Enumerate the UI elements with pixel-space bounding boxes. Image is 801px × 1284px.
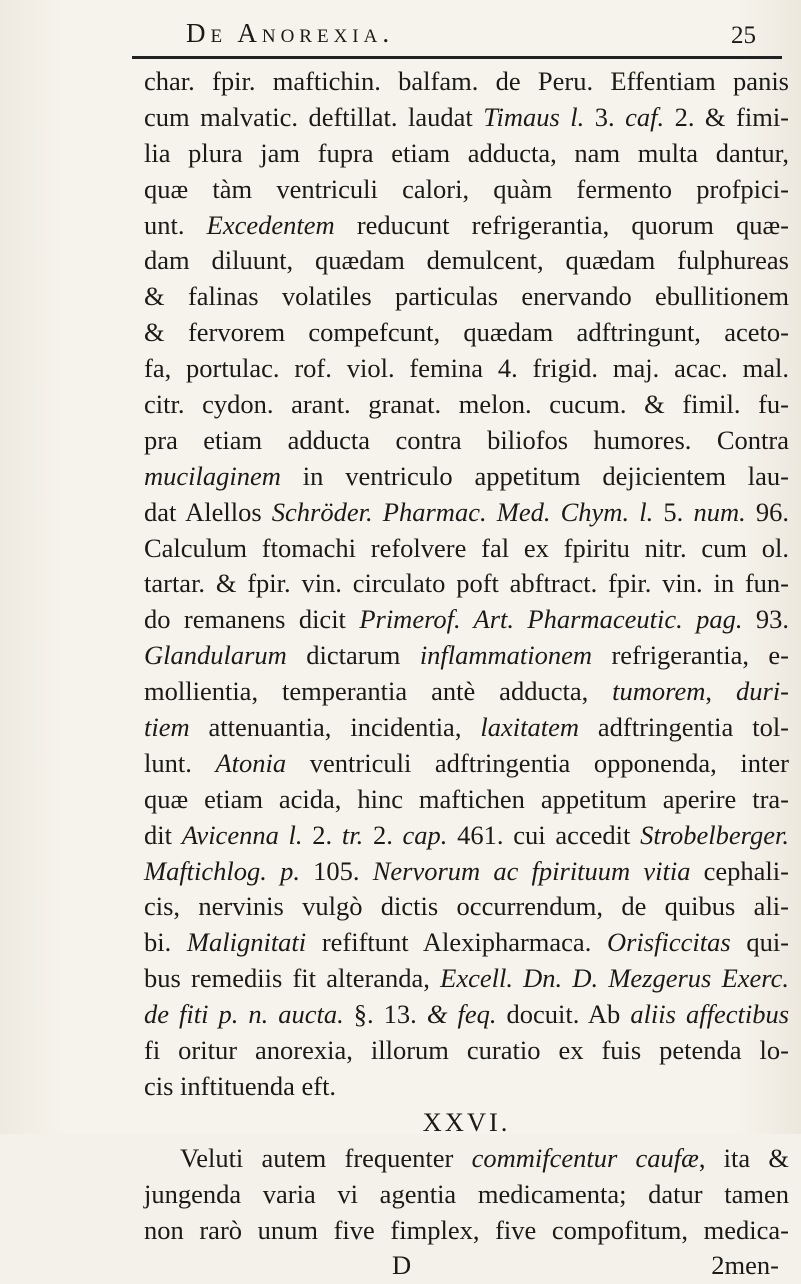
text-line <box>144 64 789 100</box>
italic-segment: aliis affectibus <box>630 999 790 1030</box>
text-segment: bus remediis fit alteranda, <box>144 963 441 994</box>
text-segment: adftringentia tol- <box>578 712 790 743</box>
italic-segment: Nervorum ac fpirituum vitia <box>372 855 691 886</box>
italic-segment: Strobelberger. <box>640 819 790 850</box>
text-line <box>144 1069 789 1105</box>
text-segment: dam diluunt, quædam demulcent, quædam fulphureas <box>144 245 789 276</box>
running-head: De Anorexia. <box>186 18 395 48</box>
text-line <box>144 818 789 854</box>
text-segment: XXVI. <box>422 1106 511 1137</box>
text-segment: citr. cydon. arant. granat. melon. cucum. & fimil. fu- <box>144 389 789 420</box>
text-segment: refiftunt Alexipharmaca. <box>306 927 607 958</box>
text-segment: & fervorem compefcunt, quædam adftringunt, aceto- <box>144 317 789 348</box>
text-segment: dit <box>144 819 182 850</box>
text-segment: 461. cui accedit <box>447 819 641 850</box>
signature-catchword-line <box>144 1248 789 1284</box>
section-number <box>144 1105 789 1141</box>
text-segment: cephali- <box>690 855 789 886</box>
italic-segment: tumorem <box>612 676 706 707</box>
text-line <box>144 531 789 567</box>
text-segment: 2. <box>363 819 403 850</box>
italic-segment: cap. <box>402 819 448 850</box>
text-line <box>144 1033 789 1069</box>
text-segment: unt. <box>144 209 207 240</box>
text-segment: refrigerantia, e- <box>592 640 789 671</box>
text-segment: char. fpir. maftichin. balfam. de Peru. Effentiam panis <box>144 66 789 96</box>
text-segment: 93. <box>742 604 789 635</box>
italic-segment: Orisficcitas <box>606 927 731 958</box>
text-segment: tartar. & fpir. vin. circulato poft abftract. fpir. vin. in fun- <box>144 568 789 599</box>
text-segment: Calculum ftomachi refolvere fal ex fpiritu nitr. cum ol. <box>144 532 789 563</box>
text-segment: qui- <box>730 927 789 958</box>
italic-segment: tr. <box>341 819 364 850</box>
header-rule <box>132 56 782 59</box>
text-line <box>144 172 789 208</box>
text-line <box>144 100 789 136</box>
text-segment: non rarò unum five fimplex, five compofitum, medica- <box>144 1214 789 1245</box>
text-segment: dat Alellos <box>144 496 272 527</box>
text-line <box>144 136 789 172</box>
text-line <box>144 674 789 710</box>
page-header <box>186 14 786 54</box>
italic-segment: caf. <box>625 101 665 132</box>
italic-segment: Primerof. Art. Pharmaceutic. pag. <box>359 604 743 635</box>
text-line <box>144 961 789 997</box>
italic-segment: Avicenna l. <box>181 819 303 850</box>
text-segment: 5. <box>653 496 694 527</box>
italic-segment: & feq. <box>426 999 497 1030</box>
text-segment: in ventriculo appetitum dejicientem lau- <box>280 460 789 491</box>
text-line <box>144 746 789 782</box>
text-segment: 2. <box>302 819 342 850</box>
page-number: 25 <box>731 22 756 49</box>
text-segment: , ita & <box>698 1142 789 1173</box>
italic-segment: commifcentur caufæ <box>471 1142 699 1173</box>
italic-segment: num. <box>693 496 746 527</box>
text-segment: lia plura jam fupra etiam adducta, nam multa dantur, <box>144 137 789 168</box>
text-line <box>144 315 789 351</box>
text-segment: cum malvatic. deftillat. laudat <box>144 101 484 132</box>
text-segment: fa, portulac. rof. viol. femina 4. frigid. maj. acac. mal. <box>144 353 789 384</box>
text-segment: quæ tàm ventriculi calori, quàm fermento profpici- <box>144 173 789 204</box>
italic-segment: Malignitati <box>186 927 307 958</box>
text-segment: 96. <box>745 496 790 527</box>
text-segment: ventriculi adftringentia opponenda, inter <box>286 747 789 778</box>
text-line <box>144 925 789 961</box>
text-line <box>144 243 789 279</box>
text-segment: mollientia, temperantia antè adducta, <box>144 676 613 707</box>
italic-segment: Maftichlog. p. <box>144 855 300 886</box>
text-line <box>144 279 789 315</box>
text-segment: fi oritur anorexia, illorum curatio ex fuis petenda lo- <box>144 1035 789 1066</box>
italic-segment: laxitatem <box>480 712 579 743</box>
text-line <box>144 387 789 423</box>
text-segment: bi. <box>144 927 187 958</box>
text-line <box>144 1141 789 1177</box>
text-line <box>144 889 789 925</box>
italic-segment: inflammationem <box>419 640 593 671</box>
text-line <box>144 566 789 602</box>
text-segment: cis, nervinis vulgò dictis occurrendum, de quibus ali- <box>144 891 789 922</box>
text-segment: pra etiam adducta contra biliofos humores. Contra <box>144 424 789 455</box>
text-line <box>144 1177 789 1213</box>
text-segment: men- <box>724 1250 779 1281</box>
italic-segment: Excell. Dn. D. Mezgerus Exerc. <box>440 963 789 994</box>
text-segment: dictarum <box>286 640 420 671</box>
body-text <box>144 64 789 1284</box>
italic-segment: Atonia <box>215 747 287 778</box>
text-segment: 2. & fimi- <box>664 101 790 132</box>
italic-segment: Schröder. Pharmac. Med. Chym. l. <box>271 496 654 527</box>
text-line <box>144 638 789 674</box>
italic-segment: Timaus l. <box>483 101 585 132</box>
text-line <box>144 782 789 818</box>
text-line <box>144 997 789 1033</box>
text-segment: 3. <box>584 101 626 132</box>
text-line <box>144 495 789 531</box>
text-segment: D 2 <box>392 1250 725 1281</box>
text-segment: reducunt refrigerantia, quorum quæ- <box>334 209 789 240</box>
text-segment: Veluti autem frequenter <box>180 1142 472 1173</box>
text-line <box>144 423 789 459</box>
text-segment: do remanens dicit <box>144 604 360 635</box>
text-segment: §. 13. <box>343 999 427 1030</box>
text-segment: cis inftituenda eft. <box>144 1070 337 1101</box>
text-segment: jungenda varia vi agentia medicamenta; datur tamen <box>144 1178 789 1209</box>
italic-segment: Excedentem <box>206 209 335 240</box>
italic-segment: de fiti p. n. aucta. <box>144 999 344 1030</box>
italic-segment: Glandularum <box>144 640 287 671</box>
text-segment: & falinas volatiles particulas enervando ebullitionem <box>144 281 789 312</box>
text-line <box>144 208 789 244</box>
text-segment: attenuantia, incidentia, <box>189 712 481 743</box>
text-line <box>144 854 789 890</box>
text-segment: , <box>705 676 736 707</box>
text-segment: docuit. Ab <box>496 999 631 1030</box>
text-segment: 105. <box>299 855 373 886</box>
text-line <box>144 459 789 495</box>
italic-segment: tiem <box>144 712 190 743</box>
text-line <box>144 1213 789 1249</box>
italic-segment: duri- <box>736 676 789 707</box>
italic-segment: mucilaginem <box>144 460 281 491</box>
text-segment: lunt. <box>144 747 216 778</box>
text-line <box>144 602 789 638</box>
text-line <box>144 351 789 387</box>
text-line <box>144 710 789 746</box>
text-segment: quæ etiam acida, hinc maftichen appetitum aperire tra- <box>144 783 789 814</box>
